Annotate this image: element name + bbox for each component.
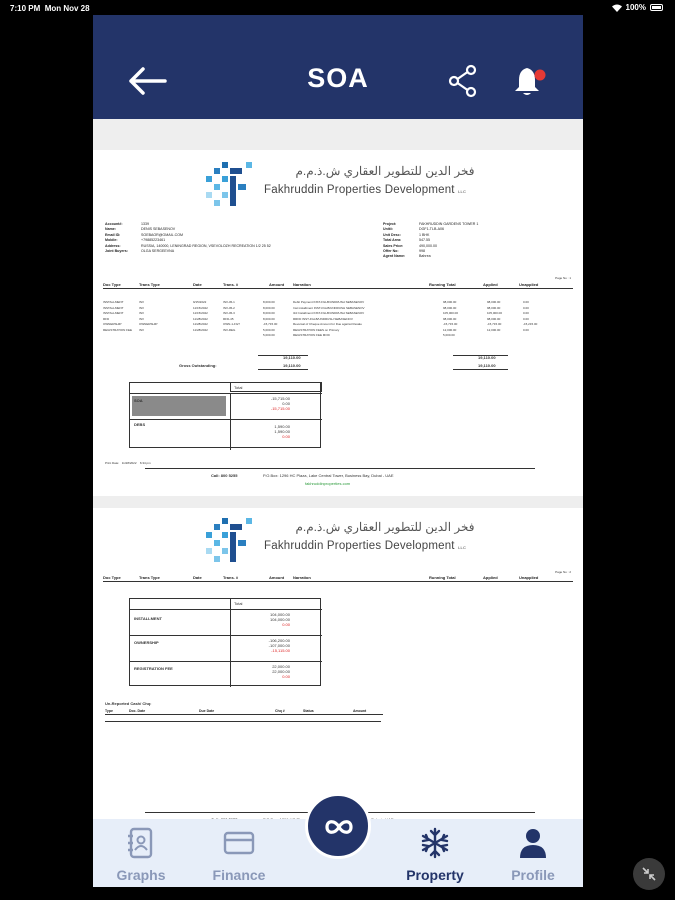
- table-cell: 5,000.00: [443, 333, 455, 337]
- info-row: Address: RUSSIA, 140000, LENINGRAD REGION, VSEVOLOZH RECREATION 1/2 25 52: [105, 243, 271, 248]
- transactions-table-header: Doc Type Trans Type Date Trans. # Amount Narration Running Total Applied Unapplied: [103, 281, 573, 289]
- table-cell: 5,000.00: [263, 327, 275, 332]
- wifi-icon: [612, 4, 622, 12]
- unit-info: [383, 222, 573, 260]
- info-row: Sales Price: 490,000.00: [383, 243, 437, 248]
- footer-website[interactable]: fakhruddinproperties.com: [305, 481, 351, 486]
- table-cell: 0.00: [523, 316, 529, 321]
- center-action-button[interactable]: [305, 793, 371, 859]
- notification-badge: [535, 70, 546, 81]
- status-date: Mon Nov 28: [44, 4, 90, 13]
- status-time: 7:10 PM: [10, 4, 41, 13]
- print-date: Print Date: 11/28/2022 6:34 pm: [105, 461, 151, 465]
- table-cell: 0.00: [523, 311, 529, 315]
- table-cell: REGISTRATION FEE MOD: [293, 333, 330, 337]
- tab-profile[interactable]: [485, 819, 581, 887]
- subtotal-right: 19,110.00: [478, 355, 496, 360]
- tab-label: Finance: [212, 867, 266, 883]
- table-cell: INV: [139, 311, 145, 315]
- info-row: Email ID: SOEBAOR@GMAIL.COM: [105, 232, 183, 237]
- battery-percent: 100%: [625, 3, 646, 12]
- info-row: Account#: 1339: [105, 222, 149, 226]
- info-row: Unit Desc: 1 BHK: [383, 232, 430, 237]
- minimize-button[interactable]: [633, 858, 665, 890]
- table-cell: 12,000.00: [443, 327, 457, 332]
- table-cell: INV: [139, 327, 145, 332]
- info-row: Name: DENIS SEBASENOV: [105, 227, 176, 232]
- table-cell: INV-45-1: [223, 300, 235, 304]
- tab-finance[interactable]: [191, 819, 287, 887]
- table-cell: INV: [139, 300, 145, 304]
- share-icon[interactable]: [449, 65, 477, 97]
- tab-property[interactable]: [387, 819, 483, 887]
- table-cell: INV: [139, 316, 145, 321]
- table-cell: 98,000.00: [443, 305, 457, 310]
- customer-info: [105, 222, 355, 254]
- snowflake-icon: [419, 827, 451, 859]
- table-cell: 0.00: [523, 327, 529, 332]
- info-row: Joint Buyers: OLGA SERGEEVNA: [105, 249, 175, 254]
- table-cell: -15,715.00: [487, 322, 502, 326]
- table-cell: 0.00: [523, 305, 529, 310]
- table-cell: RRFD INST-FGLB/UNDRUSH SEBASENOV: [293, 316, 353, 321]
- table-cell: RFD: [103, 316, 110, 321]
- table-row: [103, 311, 573, 316]
- tab-label: Property: [406, 867, 464, 883]
- table-cell: 105,000.00: [443, 311, 459, 315]
- transactions-table-header-2: Doc Type Trans Type Date Trans. # Amount Narration Running Total Applied Unapplied: [103, 574, 573, 582]
- infinity-icon: [321, 809, 357, 845]
- table-cell: Inst installment INST-FGLB/UNDRUSH SEBASENOV: [293, 305, 365, 310]
- app-header: [93, 15, 583, 119]
- table-cell: 11/28/2022: [193, 327, 208, 332]
- gross-outstanding-right: 19,110.00: [478, 363, 496, 368]
- page-number-2: Page No : 2: [555, 570, 571, 574]
- info-row: Mobile: +79885223461: [105, 238, 166, 243]
- soa-highlight: [132, 396, 226, 416]
- table-cell: 11/28/2022: [193, 322, 208, 326]
- info-row: Offer No: 998: [383, 249, 425, 254]
- table-cell: INSTALLMENT: [103, 311, 124, 315]
- table-cell: INSTALLMENT: [103, 305, 124, 310]
- company-logo-2: فخر الدين للتطوير العقاري ش.ذ.م.م Fakhruddin Properties Development LLC: [206, 518, 506, 564]
- person-icon: [517, 827, 549, 859]
- table-row: [103, 328, 573, 333]
- summary-table-1: Total SOA -15,715.00 0.00 -15,715.00 DEBS 1,590.00 1,590.00 0.00: [129, 382, 321, 448]
- company-name-english: Fakhruddin Properties Development LLC: [264, 184, 467, 196]
- table-row: [103, 333, 573, 338]
- table-cell: Reversal of Cheque Amount for Due against Resale: [293, 322, 362, 326]
- table-cell: INV-REG: [223, 327, 236, 332]
- table-cell: 98,000.00: [487, 316, 501, 321]
- table-cell: INV: [139, 305, 145, 310]
- table-cell: Debit Payment INST-FGLB/UNDRUSH SEBASENOV: [293, 300, 365, 304]
- table-cell: OWNERSHIP: [139, 322, 158, 326]
- collapse-arrows-icon: [633, 858, 665, 890]
- gross-outstanding-value: 19,110.00: [283, 363, 301, 368]
- table-row: [103, 300, 573, 305]
- table-cell: -15,715.00: [263, 322, 278, 326]
- company-logo: [206, 162, 506, 208]
- table-cell: INSTALLMENT: [103, 300, 124, 304]
- page-title: SOA: [307, 63, 369, 93]
- table-cell: 98,000.00: [487, 300, 501, 304]
- table-cell: 8,000.00: [263, 305, 275, 310]
- table-cell: 8,000.00: [263, 300, 275, 304]
- gross-outstanding-label: Gross Outstanding:: [179, 363, 217, 368]
- table-cell: INV-45-2: [223, 305, 235, 310]
- footer-address: P.O.Box: 1296 HC Plaza, Lake Central Tower, Business Bay, Dubai - UAE: [263, 473, 394, 478]
- table-cell: 0.00: [523, 300, 529, 304]
- table-row: [103, 306, 573, 311]
- subtotal: 19,110.00: [283, 355, 301, 360]
- table-cell: 11/28/2022: [193, 316, 208, 321]
- app-window: [93, 15, 583, 887]
- table-cell: OWN-1-FGT: [223, 322, 240, 326]
- table-cell: 5,000.00: [263, 333, 275, 337]
- table-cell: RFD-45: [223, 316, 234, 321]
- table-cell: 98,000.00: [443, 316, 457, 321]
- info-row: Unit#: DGF1-TLB-A06: [383, 227, 444, 232]
- soa-page-1: [93, 150, 583, 496]
- company-logo-mark-icon: [206, 162, 252, 208]
- table-cell: 98,000.00: [487, 305, 501, 310]
- page-number-1: Page No : 1: [555, 276, 571, 280]
- table-cell: OWNERSHIP: [103, 322, 122, 326]
- table-cell: 3rd Installment INST-FGLB/UNDRUSH SEBASENOV: [293, 311, 365, 315]
- table-cell: 8,000.00: [263, 311, 275, 315]
- summary-table-2: Total INSTALLMENT 104,000.00 104,000.00 0.00 OWNERSHIP -106,200.00 -107,000.00 -15,115.00 REGISTRATION FEE 22,000.00 22,000.00 0.00: [129, 598, 321, 686]
- soa-page-2: [93, 508, 583, 828]
- notification-bell-icon[interactable]: [513, 65, 549, 97]
- table-cell: 12,000.00: [487, 327, 501, 332]
- tab-label: Profile: [511, 867, 555, 883]
- soa-document-viewer[interactable]: [93, 119, 583, 819]
- card-icon: [223, 827, 255, 859]
- info-row: Total Area: 547.55: [383, 238, 430, 243]
- table-cell: 11/15/2022: [193, 305, 208, 310]
- contacts-book-icon: [125, 827, 157, 859]
- company-logo-mark-icon: [206, 518, 252, 564]
- table-cell: 105,000.00: [487, 311, 503, 315]
- company-name-arabic: فخر الدين للتطوير العقاري ش.ذ.م.م: [295, 164, 475, 178]
- status-bar: [0, 0, 675, 16]
- table-row: [103, 317, 573, 322]
- footer-call: Call: 800 5255: [211, 473, 238, 478]
- table-cell: -15,215.00: [523, 322, 538, 326]
- battery-icon: [650, 4, 663, 11]
- table-cell: 8,000.00: [263, 316, 275, 321]
- table-cell: REGISTRATION FEES on Primary: [293, 327, 340, 332]
- info-row: Project: FAKHRUDDIN GARDENS TOWER 1: [383, 222, 479, 226]
- table-row: [103, 322, 573, 327]
- table-cell: REGISTRATION FEE: [103, 327, 132, 332]
- tab-label: Graphs: [116, 867, 166, 883]
- info-row: Agent Name: Bahrea: [383, 254, 431, 259]
- table-cell: -15,715.00: [443, 322, 458, 326]
- table-cell: 11/15/2022: [193, 311, 208, 315]
- tab-graphs[interactable]: [93, 819, 189, 887]
- unreported-label: Un-Reported Cash/ Chq:: [105, 701, 152, 706]
- table-cell: INV-45-3: [223, 311, 235, 315]
- unreported-table-header: Type Doc. Date Due Date Chq # Status Amount: [105, 708, 383, 715]
- table-cell: 9/15/2022: [193, 300, 207, 304]
- table-cell: 98,000.00: [443, 300, 457, 304]
